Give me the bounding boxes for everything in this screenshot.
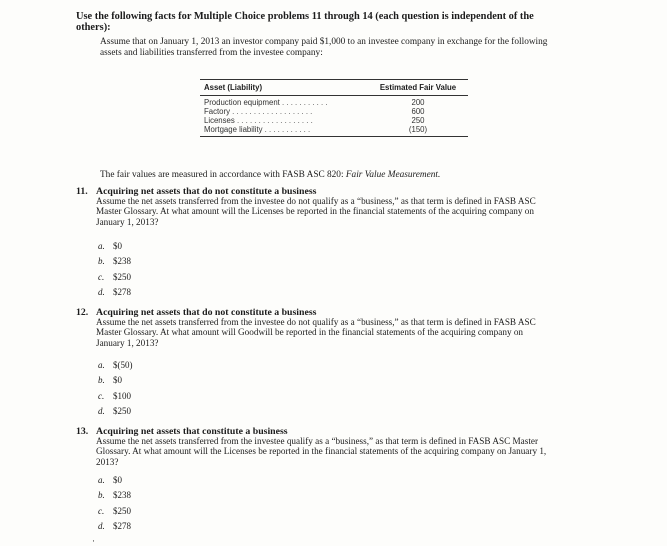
scenario-paragraph: Assume that on January 1, 2013 an investor company paid $1,000 to an investee company in exchange for the following assets and liabilities transferred from the investee company: [100, 37, 548, 58]
page-continuation-mark: · [92, 536, 95, 546]
answer-option-d[interactable] [98, 405, 133, 420]
answer-options [98, 240, 131, 302]
answer-options [98, 359, 133, 421]
question-title: Acquiring net assets that do not constitute a business [96, 186, 317, 197]
table-cell-value: 250 [411, 116, 425, 125]
leader-dots: . . . . . . . . . . . [262, 125, 311, 134]
option-letter: c. [98, 271, 105, 282]
table-row [200, 107, 468, 116]
table-cell-value: 600 [411, 107, 425, 116]
answer-option-a[interactable] [98, 240, 131, 255]
answer-option-a[interactable] [98, 474, 131, 489]
item-label: Mortgage liability [204, 125, 263, 134]
answer-option-c[interactable] [98, 390, 133, 405]
option-text: $100 [113, 390, 131, 401]
option-text: $250 [113, 271, 131, 282]
fair-value-table [200, 79, 468, 137]
table-header-row [200, 80, 468, 96]
option-text: $250 [113, 406, 131, 417]
table-cell-value: (150) [364, 125, 468, 137]
item-label: Factory [204, 107, 230, 116]
answer-option-b[interactable] [98, 255, 131, 270]
question-number: 13. [76, 426, 89, 437]
question-title: Acquiring net assets that constitute a business [96, 426, 288, 437]
option-letter: b. [98, 256, 105, 267]
option-text: $0 [113, 375, 122, 386]
option-letter: a. [98, 241, 105, 251]
answer-options [98, 474, 131, 536]
table-row [200, 116, 468, 125]
table-cell-value: 200 [411, 98, 425, 107]
item-label: Licenses [204, 116, 235, 125]
option-text: $278 [113, 521, 131, 532]
option-letter: c. [98, 505, 105, 516]
answer-option-c[interactable] [98, 271, 131, 286]
item-label: Production equipment [204, 98, 280, 107]
option-letter: b. [98, 490, 105, 501]
option-text: $278 [113, 287, 131, 298]
question-number: 11. [76, 186, 88, 197]
option-letter: d. [98, 287, 105, 298]
table-cell-item [200, 116, 364, 125]
answer-option-b[interactable] [98, 374, 133, 389]
question-title: Acquiring net assets that do not constitute a business [96, 307, 317, 318]
question-body: Assume the net assets transferred from the investee qualify as a “business,” as that term is defined in FASB ASC Master Glossary. At what amount will the Licenses be reported in the financial statements of the acquiring company on January 1, 2013? [96, 436, 547, 467]
fair-value-note-text: The fair values are measured in accordance with FASB ASC 820: [100, 170, 346, 180]
table-cell-item [200, 125, 364, 137]
question-body: Assume the net assets transferred from the investee do not qualify as a “business,” as that term is defined in FASB ASC Master Glossary. At what amount will the Licenses be reported in the financial statements of the acquiring company on January 1, 2013? [96, 196, 536, 227]
option-text: $0 [113, 475, 122, 485]
option-letter: a. [98, 475, 105, 485]
option-text: $238 [113, 490, 131, 501]
option-letter: d. [98, 406, 105, 417]
answer-option-b[interactable] [98, 489, 131, 504]
instructions-heading: Use the following facts for Multiple Choice problems 11 through 14 (each question is independent of the others): [76, 11, 534, 33]
table-cell-item [200, 96, 364, 108]
table-row [200, 96, 468, 108]
leader-dots: . . . . . . . . . . . [279, 98, 328, 107]
option-text: $250 [113, 505, 131, 516]
answer-option-d[interactable] [98, 286, 131, 301]
option-text: $238 [113, 256, 131, 267]
leader-dots: . . . . . . . . . . . . . . . . . . . [230, 107, 313, 116]
leader-dots: . . . . . . . . . . . . . . . . . . [234, 116, 313, 125]
question-number: 12. [76, 307, 89, 318]
option-letter: c. [98, 390, 105, 401]
answer-option-c[interactable] [98, 505, 131, 520]
option-text: $(50) [113, 360, 133, 370]
table-cell-item [200, 107, 364, 116]
option-text: $0 [113, 241, 122, 251]
option-letter: b. [98, 375, 105, 386]
column-header-fair-value: Estimated Fair Value [364, 80, 468, 96]
fair-value-note [100, 170, 580, 181]
table-row [200, 125, 468, 137]
option-letter: d. [98, 521, 105, 532]
question-body: Assume the net assets transferred from the investee do not qualify as a “business,” as that term is defined in FASB ASC Master Glossary. At what amount will Goodwill be reported in the financial statements of the acquiring company on January 1, 2013? [96, 317, 536, 348]
option-letter: a. [98, 360, 105, 370]
column-header-asset: Asset (Liability) [200, 80, 364, 96]
fair-value-note-title: Fair Value Measurement. [345, 170, 441, 180]
answer-option-a[interactable] [98, 359, 133, 374]
answer-option-d[interactable] [98, 520, 131, 535]
